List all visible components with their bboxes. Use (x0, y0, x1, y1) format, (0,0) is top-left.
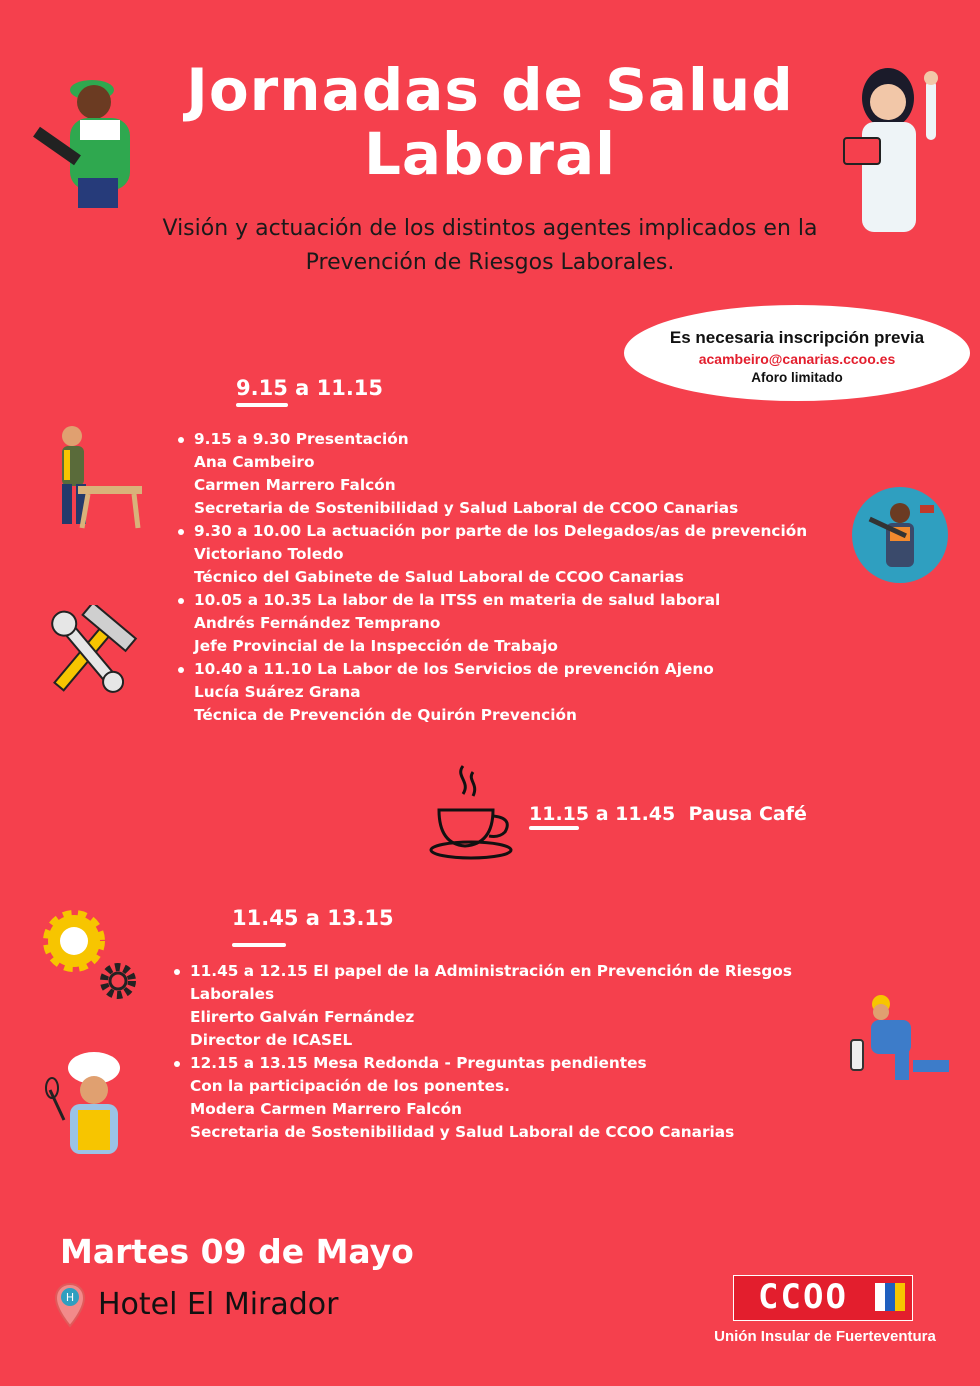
agenda-item-detail: Secretaria de Sostenibilidad y Salud Laboral de CCOO Canarias (190, 1123, 735, 1141)
break-time: 11.15 a 11.45 (529, 803, 676, 825)
agenda-item (194, 658, 836, 727)
session1-time: 9.15 a 11.15 (236, 376, 384, 400)
subtitle-line-1: Visión y actuación de los distintos agentes implicados en la (162, 216, 818, 241)
title-line-2: Laboral (363, 120, 617, 188)
agenda-item-detail: Técnico del Gabinete de Salud Laboral de CCOO Canarias (194, 568, 684, 586)
agenda-item (194, 428, 836, 520)
agenda-item-title: 9.30 a 10.00 La actuación por parte de los Delegados/as de prevención (194, 522, 808, 540)
title-line-1: Jornadas de Salud (186, 56, 794, 124)
registration-note (624, 305, 970, 401)
agenda-item-detail: Ana Cambeiro (194, 453, 315, 471)
person-with-clipboard-icon (30, 60, 150, 210)
agenda-item-title: 11.45 a 12.15 El papel de la Administración en Prevención de Riesgos (190, 962, 792, 980)
coffee-cup-icon (425, 762, 520, 862)
agenda-item (194, 589, 836, 658)
venue-icon-letter: H (65, 1291, 75, 1304)
agenda-item-detail: Modera Carmen Marrero Falcón (190, 1100, 462, 1118)
agenda-item-detail: Elirerto Galván Fernández (190, 1008, 415, 1026)
location-pin-icon (54, 1282, 86, 1328)
break-label: Pausa Café (688, 803, 807, 825)
agenda-item-detail: Director de ICASEL (190, 1031, 353, 1049)
gears-icon (38, 905, 144, 1005)
session1-underline (236, 403, 288, 407)
subtitle-line-2: Prevención de Riesgos Laborales. (305, 250, 675, 275)
session2-agenda (172, 960, 832, 1144)
limited-capacity-text: Aforo limitado (751, 370, 843, 385)
coffee-break (529, 803, 807, 825)
chef-icon (38, 1050, 144, 1162)
agenda-item (190, 960, 832, 1052)
event-venue: Hotel El Mirador (98, 1287, 339, 1322)
agenda-item-detail: Carmen Marrero Falcón (194, 476, 396, 494)
agenda-item-detail: Andrés Fernández Temprano (194, 614, 441, 632)
agenda-item (194, 520, 836, 589)
agenda-item-detail: Secretaria de Sostenibilidad y Salud Laboral de CCOO Canarias (194, 499, 739, 517)
agenda-item-detail: Técnica de Prevención de Quirón Prevención (194, 706, 577, 724)
break-underline (529, 826, 579, 830)
technician-icon (845, 990, 955, 1085)
event-date: Martes 09 de Mayo (60, 1232, 414, 1271)
session1-agenda (176, 428, 836, 727)
agenda-item-title: 10.40 a 11.10 La Labor de los Servicios de prevención Ajeno (194, 660, 714, 678)
session2-underline (232, 943, 286, 947)
carpenter-icon (38, 420, 144, 532)
agenda-item-detail: Lucía Suárez Grana (194, 683, 361, 701)
session2-list (172, 960, 832, 1144)
teacher-icon (838, 60, 958, 240)
union-name: Unión Insular de Fuerteventura (714, 1328, 936, 1345)
welder-icon (850, 485, 950, 585)
session2-time: 11.45 a 13.15 (232, 906, 394, 930)
agenda-item-title: 10.05 a 10.35 La labor de la ITSS en materia de salud laboral (194, 591, 721, 609)
page-subtitle (100, 212, 880, 280)
hammer-wrench-icon (38, 605, 138, 700)
agenda-item-title: 9.15 a 9.30 Presentación (194, 430, 409, 448)
session1-list (176, 428, 836, 727)
ccoo-logo-text: CCOO (758, 1277, 848, 1317)
registration-required-text: Es necesaria inscripción previa (669, 328, 925, 347)
agenda-item-detail: Laborales (190, 985, 275, 1003)
agenda-item-detail: Jefe Provincial de la Inspección de Trabajo (194, 637, 558, 655)
agenda-item-title: 12.15 a 13.15 Mesa Redonda - Preguntas pendientes (190, 1054, 647, 1072)
agenda-item (190, 1052, 832, 1144)
agenda-item-detail: Victoriano Toledo (194, 545, 344, 563)
canary-flag-icon (875, 1283, 905, 1311)
agenda-item-detail: Con la participación de los ponentes. (190, 1077, 510, 1095)
registration-email[interactable]: acambeiro@canarias.ccoo.es (698, 351, 896, 367)
